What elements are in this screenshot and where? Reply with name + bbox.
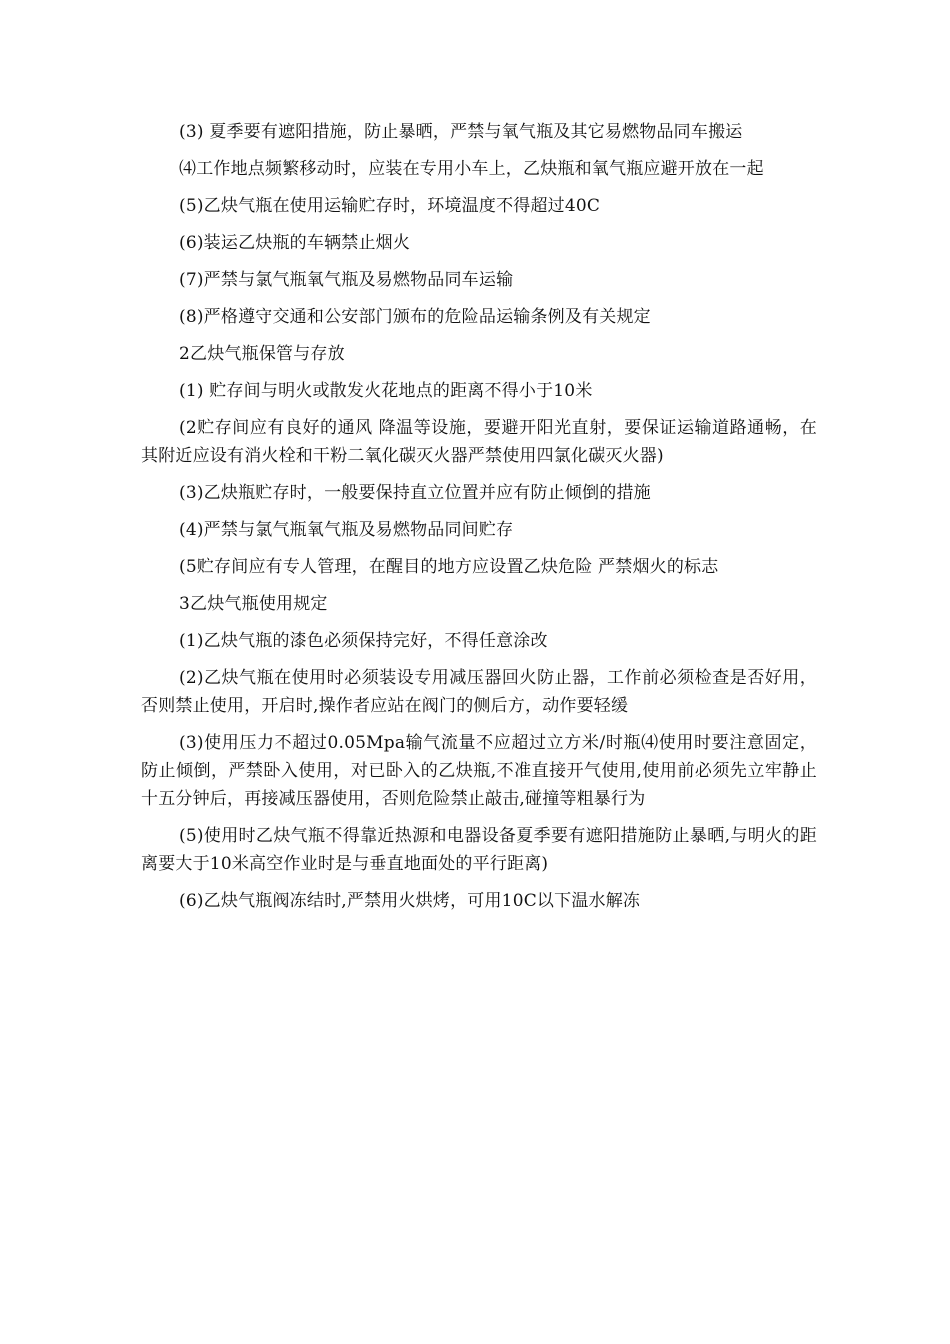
paragraph-usage-6-frozen-valve: (6)乙炔气瓶阀冻结时,严禁用火烘烤，可用10C以下温水解冻 [179, 891, 641, 911]
paragraph-usage-2-regulator: (2)乙炔气瓶在使用时必须装设专用减压器回火防止器，工作前必须检查是否好用，否则禁止使用，开启时,操作者应站在阀门的侧后方，动作要轻缓 [141, 668, 817, 716]
paragraph-3-sun-protection: (3) 夏季要有遮阳措施，防止暴晒，严禁与氧气瓶及其它易燃物品同车搬运 [179, 122, 743, 142]
section-heading-usage: 3乙炔气瓶使用规定 [179, 594, 328, 614]
paragraph-8-regulations: (8)严格遵守交通和公安部门颁布的危险品运输条例及有关规定 [179, 307, 651, 327]
document-body [141, 118, 817, 924]
paragraph-usage-1-paint: (1)乙炔气瓶的漆色必须保持完好，不得任意涂改 [179, 631, 548, 651]
paragraph-usage-3-pressure: (3)使用压力不超过0.05Mpa输气流量不应超过立方米/时瓶⑷使用时要注意固定，防止倾倒，严禁卧入使用，对已卧入的乙炔瓶,不准直接开气使用,使用前必须先立牢静止十五分钟后，再接减压器使用，否则危险禁止敲击,碰撞等粗暴行为 [141, 733, 817, 809]
paragraph-storage-2-ventilation: (2贮存间应有良好的通风 降温等设施，要避开阳光直射，要保证运输道路通畅，在其附近应设有消火栓和干粉二氧化碳灭火器严禁使用四氯化碳灭火器) [141, 418, 817, 466]
paragraph-storage-4-separate: (4)严禁与氯气瓶氧气瓶及易燃物品同间贮存 [179, 520, 514, 540]
paragraph-storage-5-management: (5贮存间应有专人管理，在醒目的地方应设置乙炔危险 严禁烟火的标志 [179, 557, 719, 577]
paragraph-storage-1-distance: (1) 贮存间与明火或散发火花地点的距离不得小于10米 [179, 381, 593, 401]
paragraph-6-no-fire: (6)装运乙炔瓶的车辆禁止烟火 [179, 233, 411, 253]
paragraph-4-frequent-moving: ⑷工作地点频繁移动时，应装在专用小车上，乙炔瓶和氧气瓶应避开放在一起 [179, 159, 764, 179]
paragraph-5-temperature: (5)乙炔气瓶在使用运输贮存时，环境温度不得超过40C [179, 196, 601, 216]
paragraph-storage-3-upright: (3)乙炔瓶贮存时，一般要保持直立位置并应有防止倾倒的措施 [179, 483, 651, 503]
paragraph-7-no-mixed-transport: (7)严禁与氯气瓶氧气瓶及易燃物品同车运输 [179, 270, 514, 290]
section-heading-storage: 2乙炔气瓶保管与存放 [179, 344, 345, 364]
paragraph-usage-5-heat-source: (5)使用时乙炔气瓶不得靠近热源和电器设备夏季要有遮阳措施防止暴晒,与明火的距离要大于10米高空作业时是与垂直地面处的平行距离) [141, 826, 817, 874]
